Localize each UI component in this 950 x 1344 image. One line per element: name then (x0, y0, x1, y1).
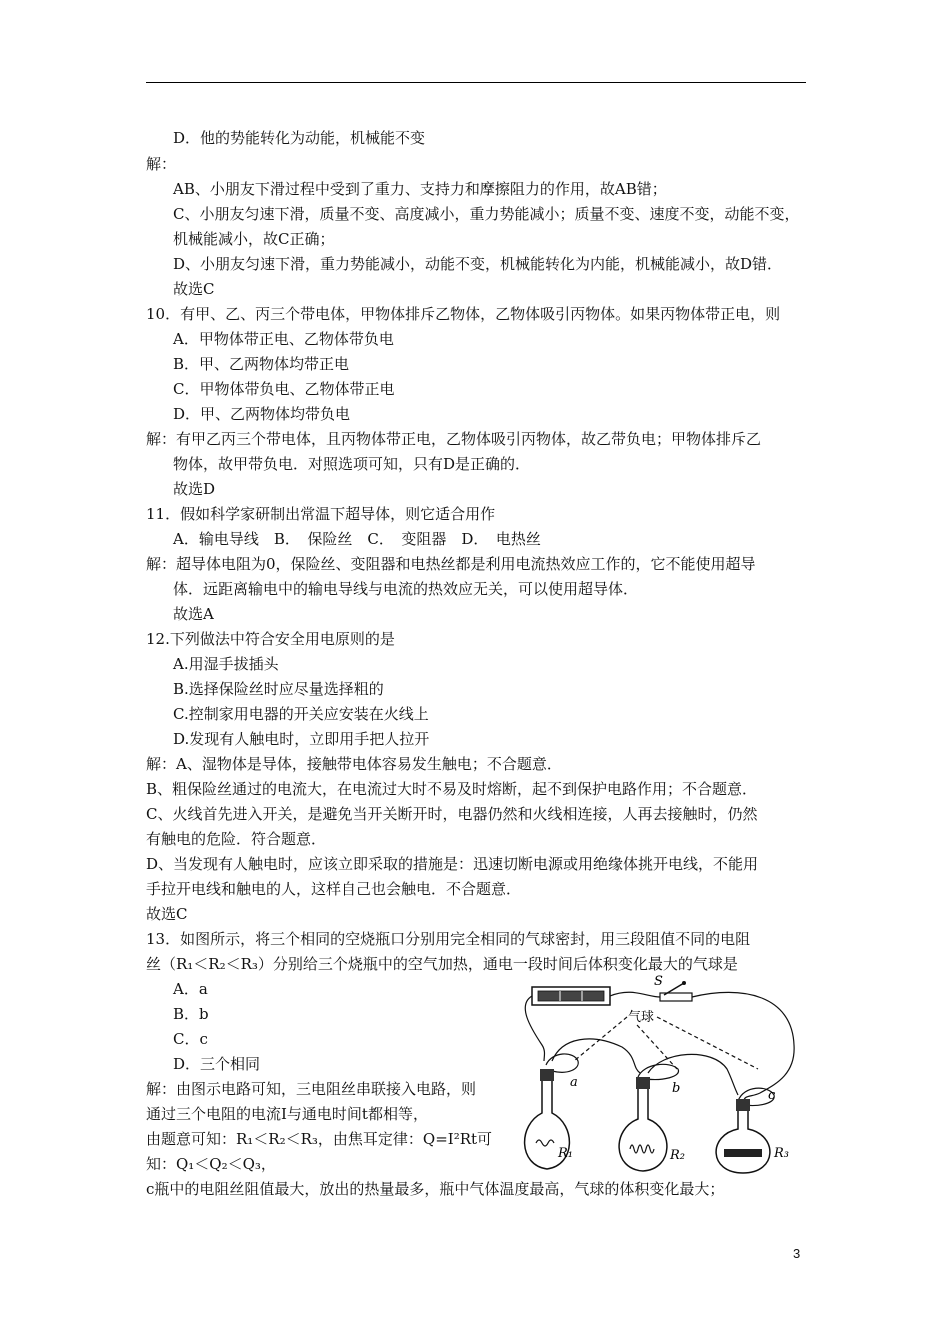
balloon-label: 气球 (628, 1010, 655, 1025)
solution-line: 知：Q₁＜Q₂＜Q₃， (146, 1155, 276, 1173)
flask-3-icon (716, 1099, 770, 1173)
solution-line: 解：超导体电阻为0，保险丝、变阻器和电热丝都是利用电流热效应工作的，它不能使用超导 (146, 555, 756, 573)
solution-line: D、当发现有人触电时，应该立即采取的措施是：迅速切断电源或用绝缘体挑开电线，不能用 (146, 855, 759, 873)
question-10: 10．有甲、乙、丙三个带电体，甲物体排斥乙物体，乙物体吸引丙物体。如果丙物体带正电，则 (146, 305, 781, 323)
solution-line: 物体，故甲带负电．对照选项可知，只有D是正确的． (173, 455, 531, 473)
circuit-figure (512, 965, 802, 1175)
flask-2-icon (619, 1077, 667, 1171)
question-11: 11．假如科学家研制出常温下超导体，则它适合用作 (146, 505, 496, 523)
r3-label: R₃ (774, 1146, 789, 1161)
option-a: A．a (173, 980, 208, 998)
solution-line: C、小朋友匀速下滑，质量不变、高度减小，重力势能减小；质量不变、速度不变，动能不变， (173, 205, 800, 223)
balloon-pointers (574, 1017, 758, 1069)
answer-line: 故选A (173, 605, 214, 623)
option-c: C．c (173, 1030, 208, 1048)
options-line: A．输电导线 B． 保险丝 C． 变阻器 D． 电热丝 (173, 530, 541, 548)
switch-label: S (654, 974, 663, 989)
option-b: B．b (173, 1005, 209, 1023)
solution-label: 解： (146, 155, 177, 173)
balloon-c-label: c (768, 1088, 776, 1103)
option-c: C．甲物体带负电、乙物体带正电 (173, 380, 395, 398)
answer-line: 故选D (173, 480, 216, 498)
solution-line: 机械能减小，故C正确； (173, 230, 335, 248)
solution-line: 由题意可知：R₁＜R₂＜R₃，由焦耳定律：Q=I²Rt可 (146, 1130, 493, 1148)
balloon-b-label: b (672, 1081, 681, 1096)
option-a: A．甲物体带正电、乙物体带负电 (173, 330, 394, 348)
question-13: 13．如图所示，将三个相同的空烧瓶口分别用完全相同的气球密封，用三段阻值不同的电阻 (146, 930, 751, 948)
r1-label: R₁ (558, 1146, 573, 1161)
solution-line: D、小朋友匀速下滑，重力势能减小，动能不变，机械能转化为内能，机械能减小，故D错． (173, 255, 783, 273)
solution-line: B、粗保险丝通过的电流大，在电流过大时不易及时熔断，起不到保护电路作用；不合题意． (146, 780, 758, 798)
r2-label: R₂ (670, 1148, 685, 1163)
question-12: 12.下列做法中符合安全用电原则的是 (146, 630, 395, 648)
option-d: D．甲、乙两物体均带负电 (173, 405, 351, 423)
option-d: D．三个相同 (173, 1055, 261, 1073)
option-d-q9: D．他的势能转化为动能，机械能不变 (173, 129, 426, 147)
solution-line: 解：A、湿物体是导体，接触带电体容易发生触电；不合题意． (146, 755, 562, 773)
solution-line: 解：由图示电路可知，三电阻丝串联接入电路，则 (146, 1080, 477, 1098)
option-b: B．甲、乙两物体均带正电 (173, 355, 350, 373)
question-13-cont: 丝（R₁＜R₂＜R₃）分别给三个烧瓶中的空气加热，通电一段时间后体积变化最大的气球是 (146, 955, 738, 973)
solution-line: AB、小朋友下滑过程中受到了重力、支持力和摩擦阻力的作用，故AB错； (173, 180, 667, 198)
page-number: 3 (793, 1246, 801, 1261)
option-c: C.控制家用电器的开关应安装在火线上 (173, 705, 429, 723)
solution-line: C、火线首先进入开关，是避免当开关断开时，电器仍然和火线相连接，人再去接触时，仍然 (146, 805, 758, 823)
solution-line: c瓶中的电阻丝阻值最大，放出的热量最多，瓶中气体温度最高，气球的体积变化最大； (146, 1180, 725, 1198)
battery-icon (532, 987, 610, 1005)
option-a: A.用湿手拔插头 (173, 655, 279, 673)
solution-line: 手拉开电线和触电的人，这样自己也会触电．不合题意． (146, 880, 522, 898)
wires (525, 992, 794, 1101)
solution-line: 有触电的危险．符合题意． (146, 830, 327, 848)
solution-line: 通过三个电阻的电流I与通电时间t都相等， (146, 1105, 428, 1123)
answer-line: 故选C (146, 905, 188, 923)
solution-line: 体．远距离输电中的输电导线与电流的热效应无关，可以使用超导体． (173, 580, 639, 598)
answer-line: 故选C (173, 280, 215, 298)
option-d: D.发现有人触电时，立即用手把人拉开 (173, 730, 430, 748)
header-rule (146, 82, 806, 83)
option-b: B.选择保险丝时应尽量选择粗的 (173, 680, 384, 698)
solution-line: 解：有甲乙丙三个带电体，且丙物体带正电，乙物体吸引丙物体，故乙带负电；甲物体排斥乙 (146, 430, 762, 448)
balloon-a-label: a (570, 1075, 578, 1090)
